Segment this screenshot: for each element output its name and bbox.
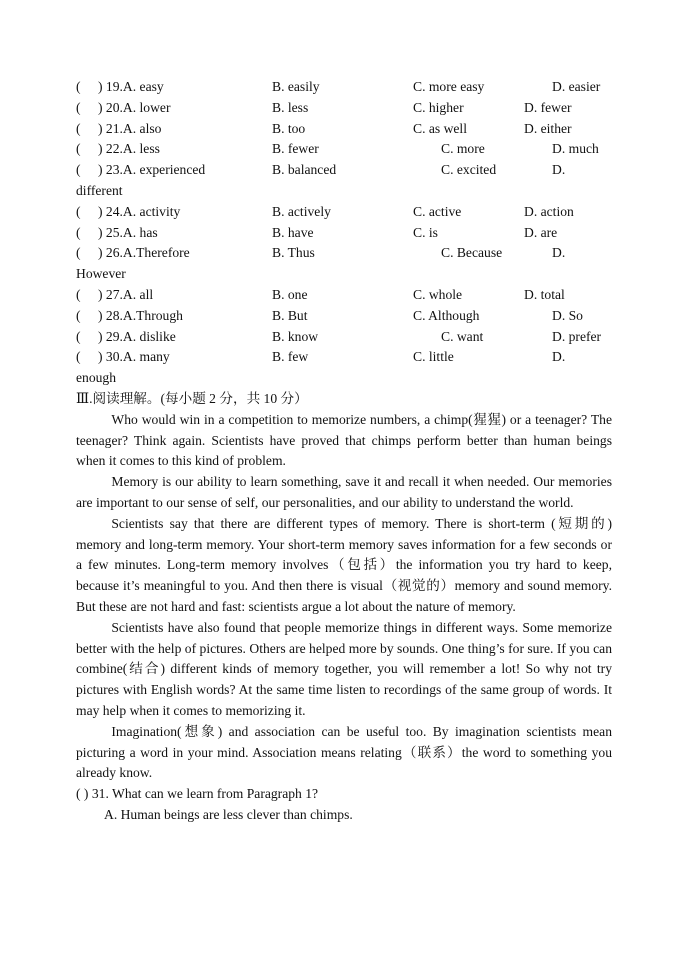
option-d: D. fewer — [524, 99, 572, 115]
option-d: D. — [552, 245, 566, 261]
option-d: D. So — [552, 307, 583, 323]
answer-blank[interactable]: ( — [76, 328, 81, 344]
answer-blank[interactable]: ( — [76, 307, 81, 323]
option-d-wrap: However — [76, 266, 126, 282]
option-b: B. have — [272, 224, 314, 240]
answer-blank[interactable]: ( — [76, 224, 81, 240]
option-a: ) 27.A. all — [98, 286, 154, 302]
option-b: B. actively — [272, 203, 331, 219]
option-b: B. one — [272, 286, 308, 302]
option-c: C. Because — [441, 245, 503, 261]
option-d: D. — [552, 349, 566, 365]
option-a: ) 23.A. experienced — [98, 162, 206, 178]
option-c: C. more — [441, 141, 485, 157]
option-d: D. — [552, 162, 566, 178]
option-a: ) 24.A. activity — [98, 203, 181, 219]
option-row — [76, 327, 612, 348]
option-row — [76, 243, 612, 264]
option-d: D. prefer — [552, 328, 602, 344]
option-c: C. want — [441, 328, 484, 344]
answer-blank[interactable]: ( — [76, 120, 81, 136]
option-a: ) 21.A. also — [98, 120, 162, 136]
worksheet-content — [76, 77, 612, 826]
option-c: C. higher — [413, 99, 464, 115]
option-row — [76, 347, 612, 368]
answer-blank[interactable]: ( — [76, 99, 81, 115]
passage-paragraph-1: Who would win in a competition to memorize numbers, a chimp(猩猩) or a teenager? The teenager? Think again. Scientists have proved that chimps perform better than human beings when it comes to this kind of problem. — [76, 411, 612, 469]
option-row — [76, 139, 612, 160]
option-d: D. much — [552, 141, 599, 157]
option-d: D. total — [524, 286, 565, 302]
answer-blank[interactable]: ( — [76, 245, 81, 261]
option-d-wrap: enough — [76, 370, 117, 386]
answer-blank[interactable]: ( — [76, 79, 81, 94]
option-d: D. are — [524, 224, 558, 240]
option-d: D. easier — [552, 79, 601, 94]
option-b: B. easily — [272, 79, 320, 94]
option-b: B. too — [272, 120, 306, 136]
answer-blank[interactable]: ( — [76, 141, 81, 157]
passage-paragraph-2: Memory is our ability to learn something, save it and recall it when needed. Our memories are important to our sense of self, our personalities, and our ability to understand the world. — [76, 474, 612, 510]
answer-blank[interactable]: ( — [76, 349, 81, 365]
option-a: ) 28.A.Through — [98, 307, 183, 323]
option-d-wrap: different — [76, 182, 123, 198]
option-c: C. is — [413, 224, 438, 240]
question-31-option-a: A. Human beings are less clever than chimps. — [104, 806, 353, 822]
option-c: C. whole — [413, 286, 463, 302]
option-b: B. few — [272, 349, 309, 365]
option-row — [76, 160, 612, 181]
answer-blank[interactable]: ( — [76, 203, 81, 219]
option-b: B. balanced — [272, 162, 337, 178]
option-row — [76, 77, 612, 98]
option-row — [76, 202, 612, 223]
option-row — [76, 223, 612, 244]
answer-blank[interactable]: ( — [76, 162, 81, 178]
option-a: ) 29.A. dislike — [98, 328, 176, 344]
passage-paragraph-5: Imagination(想象) and association can be useful too. By imagination scientists mean picturing a word in your mind. Association means relating（联系）the word to something you already know. — [76, 723, 612, 781]
option-c: C. Although — [413, 307, 480, 323]
passage-paragraph-4: Scientists have also found that people memorize things in different ways. Some memorize better with the help of pictures. Others are helped more by sounds. One thing’s for sure. If you can combine(结合) different kinds of memory together, you will remember a lot! So why not try pictures with English words? At the same time listen to recordings of the same group of words. It may help when it comes to memorizing it. — [76, 619, 612, 718]
passage-paragraph-3: Scientists say that there are different types of memory. There is short-term (短期的) memory and long-term memory. Your short-term memory saves information for a few seconds or a few minutes. Long-term memory involves（包括）the information you try hard to keep, because it’s meaningful to you. And then there is visual（视觉的）memory and sound memory. But these are not hard and fast: scientists argue a lot about the nature of memory. — [76, 515, 612, 614]
option-row — [76, 285, 612, 306]
option-row — [76, 119, 612, 140]
option-a: ) 20.A. lower — [98, 99, 171, 115]
option-c: C. more easy — [413, 79, 485, 94]
option-row — [76, 98, 612, 119]
option-a: ) 25.A. has — [98, 224, 158, 240]
option-d: D. action — [524, 203, 574, 219]
option-row — [76, 306, 612, 327]
option-a: ) 26.A.Therefore — [98, 245, 190, 261]
cloze-options — [76, 77, 612, 389]
option-c: C. as well — [413, 120, 467, 136]
option-b: B. know — [272, 328, 319, 344]
option-a: ) 19.A. easy — [98, 79, 164, 94]
option-c: C. excited — [441, 162, 497, 178]
answer-blank[interactable]: ( — [76, 286, 81, 302]
option-b: B. Thus — [272, 245, 315, 261]
question-31-stem: ( ) 31. What can we learn from Paragraph 1? — [76, 786, 319, 802]
option-c: C. active — [413, 203, 462, 219]
option-b: B. less — [272, 99, 309, 115]
option-d: D. either — [524, 120, 572, 136]
section-title: Ⅲ.阅读理解。(每小题 2 分，共 10 分） — [76, 390, 308, 406]
option-a: ) 30.A. many — [98, 349, 170, 365]
option-a: ) 22.A. less — [98, 141, 160, 157]
option-c: C. little — [413, 349, 454, 365]
option-b: B. But — [272, 307, 308, 323]
option-b: B. fewer — [272, 141, 319, 157]
